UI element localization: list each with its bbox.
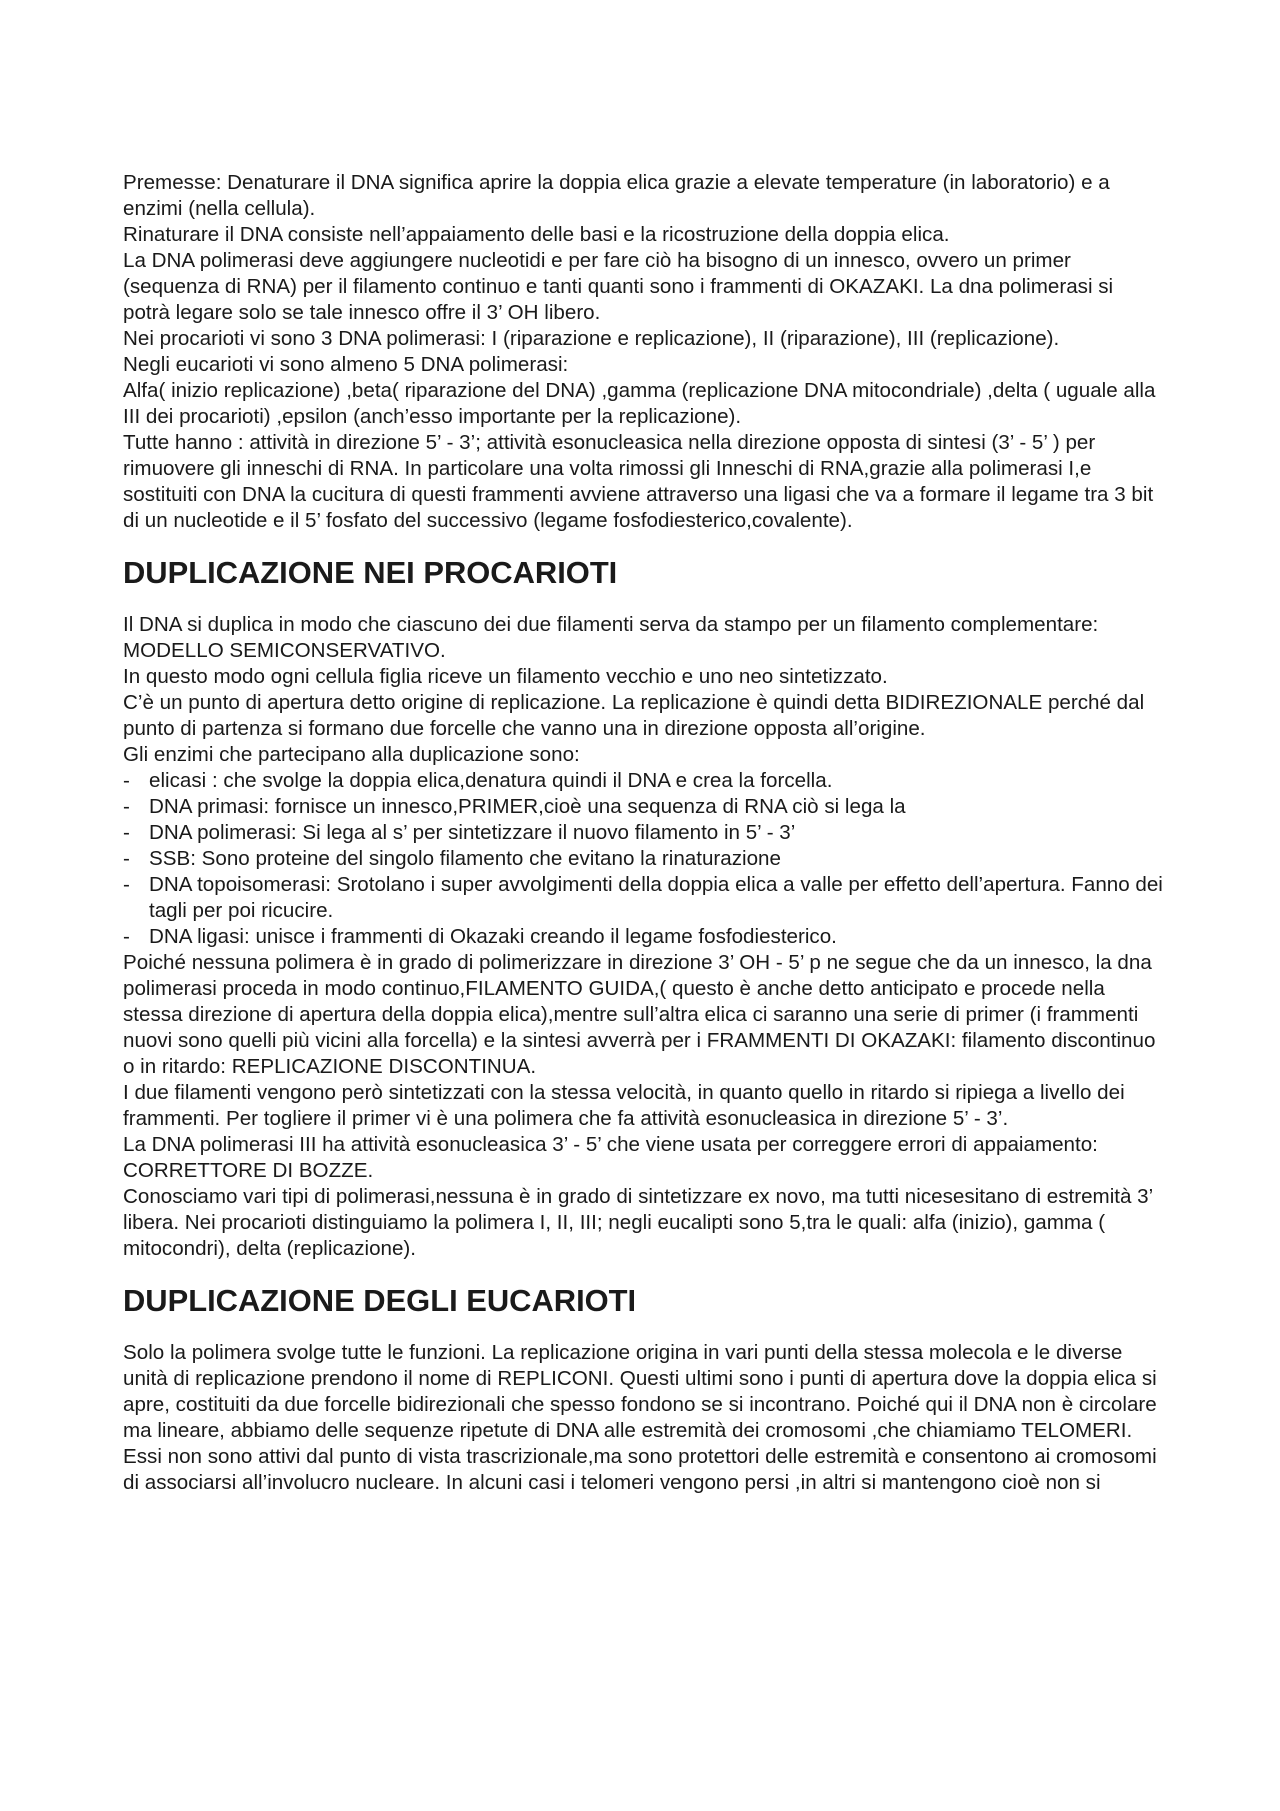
enzymes-list [123, 768, 1163, 950]
intro-paragraph: Tutte hanno : attività in direzione 5’ - 3’; attività esonucleasica nella direzione opposta di sintesi (3’ - 5’ ) per rimuovere gli inneschi di RNA. In particolare una volta rimossi gli Inneschi di RNA,grazie alla polimerasi I,e sostituiti con DNA la cucitura di questi frammenti avviene attraverso una ligasi che va a formare il legame tra 3 bit di un nucleotide e il 5’ fosfato del successivo (legame fosfodiesterico,covalente). [123, 431, 1154, 532]
list-item: - SSB: Sono proteine del singolo filamento che evitano la rinaturazione [123, 846, 1163, 872]
intro-paragraph: Nei procarioti vi sono 3 DNA polimerasi: I (riparazione e replicazione), II (riparazione), III (replicazione). [123, 327, 1060, 350]
list-item: - DNA ligasi: unisce i frammenti di Okazaki creando il legame fosfodiesterico. [123, 924, 1163, 950]
procarioti-paragraph: La DNA polimerasi III ha attività esonucleasica 3’ - 5’ che viene usata per correggere errori di appaiamento: CORRETTORE DI BOZZE. [123, 1133, 1098, 1182]
intro-paragraph: Premesse: Denaturare il DNA significa aprire la doppia elica grazie a elevate temperature (in laboratorio) e a enzimi (nella cellula). [123, 171, 1110, 220]
list-item: - elicasi : che svolge la doppia elica,denatura quindi il DNA e crea la forcella. [123, 768, 1163, 794]
intro-paragraph: Rinaturare il DNA consiste nell’appaiamento delle basi e la ricostruzione della doppia elica. [123, 223, 950, 246]
procarioti-paragraph: Gli enzimi che partecipano alla duplicazione sono: [123, 743, 580, 766]
document-page [123, 170, 1163, 1496]
section-heading-procarioti: DUPLICAZIONE NEI PROCARIOTI [123, 555, 618, 590]
procarioti-paragraph: Il DNA si duplica in modo che ciascuno dei due filamenti serva da stampo per un filamento complementare: MODELLO SEMICONSERVATIVO. [123, 613, 1099, 662]
eucarioti-paragraph: Solo la polimera svolge tutte le funzioni. La replicazione origina in vari punti della stessa molecola e le diverse unità di replicazione prendono il nome di REPLICONI. Questi ultimi sono i punti di apertura dove la doppia elica si apre, costituiti da due forcelle bidirezionali che spesso fondono se si incontrano. Poiché qui il DNA non è circolare ma lineare, abbiamo delle sequenze ripetute di DNA alle estremità dei cromosomi ,che chiamiamo TELOMERI. Essi non sono attivi dal punto di vista trascrizionale,ma sono protettori delle estremità e consentono ai cromosomi di associarsi all’involucro nucleare. In alcuni casi i telomeri vengono persi ,in altri si mantengono cioè non si [123, 1341, 1157, 1494]
section-heading-eucarioti: DUPLICAZIONE DEGLI EUCARIOTI [123, 1283, 637, 1318]
intro-paragraph: Negli eucarioti vi sono almeno 5 DNA polimerasi: [123, 353, 569, 376]
procarioti-paragraph: C’è un punto di apertura detto origine di replicazione. La replicazione è quindi detta BIDIREZIONALE perché dal punto di partenza si formano due forcelle che vanno una in direzione opposta all’origine. [123, 691, 1145, 740]
intro-paragraph: Alfa( inizio replicazione) ,beta( riparazione del DNA) ,gamma (replicazione DNA mitocondriale) ,delta ( uguale alla III dei procarioti) ,epsilon (anch’esso importante per la replicazione). [123, 379, 1156, 428]
procarioti-paragraph: Poiché nessuna polimera è in grado di polimerizzare in direzione 3’ OH - 5’ p ne segue che da un innesco, la dna polimerasi proceda in modo continuo,FILAMENTO GUIDA,( questo è anche detto anticipato e procede nella stessa direzione di apertura della doppia elica),mentre sull’altra elica ci saranno una serie di primer (i frammenti nuovi sono quelli più vicini alla forcella) e la sintesi avverrà per i FRAMMENTI DI OKAZAKI: filamento discontinuo o in ritardo: REPLICAZIONE DISCONTINUA. [123, 951, 1156, 1078]
intro-paragraph: La DNA polimerasi deve aggiungere nucleotidi e per fare ciò ha bisogno di un innesco, ovvero un primer (sequenza di RNA) per il filamento continuo e tanti quanti sono i frammenti di OKAZAKI. La dna polimerasi si potrà legare solo se tale innesco offre il 3’ OH libero. [123, 249, 1114, 324]
procarioti-paragraph: Conosciamo vari tipi di polimerasi,nessuna è in grado di sintetizzare ex novo, ma tutti nicesesitano di estremità 3’ libera. Nei procarioti distinguiamo la polimera I, II, III; negli eucalipti sono 5,tra le quali: alfa (inizio), gamma ( mitocondri), delta (replicazione). [123, 1185, 1153, 1260]
list-item: - DNA primasi: fornisce un innesco,PRIMER,cioè una sequenza di RNA ciò si lega la [123, 794, 1163, 820]
list-item: - DNA topoisomerasi: Srotolano i super avvolgimenti della doppia elica a valle per effetto dell’apertura. Fanno dei tagli per poi ricucire. [123, 872, 1163, 924]
procarioti-paragraph: In questo modo ogni cellula figlia riceve un filamento vecchio e uno neo sintetizzato. [123, 665, 888, 688]
procarioti-paragraph: I due filamenti vengono però sintetizzati con la stessa velocità, in quanto quello in ritardo si ripiega a livello dei frammenti. Per togliere il primer vi è una polimera che fa attività esonucleasica in direzione 5’ - 3’. [123, 1081, 1125, 1130]
list-item: - DNA polimerasi: Si lega al s’ per sintetizzare il nuovo filamento in 5’ - 3’ [123, 820, 1163, 846]
